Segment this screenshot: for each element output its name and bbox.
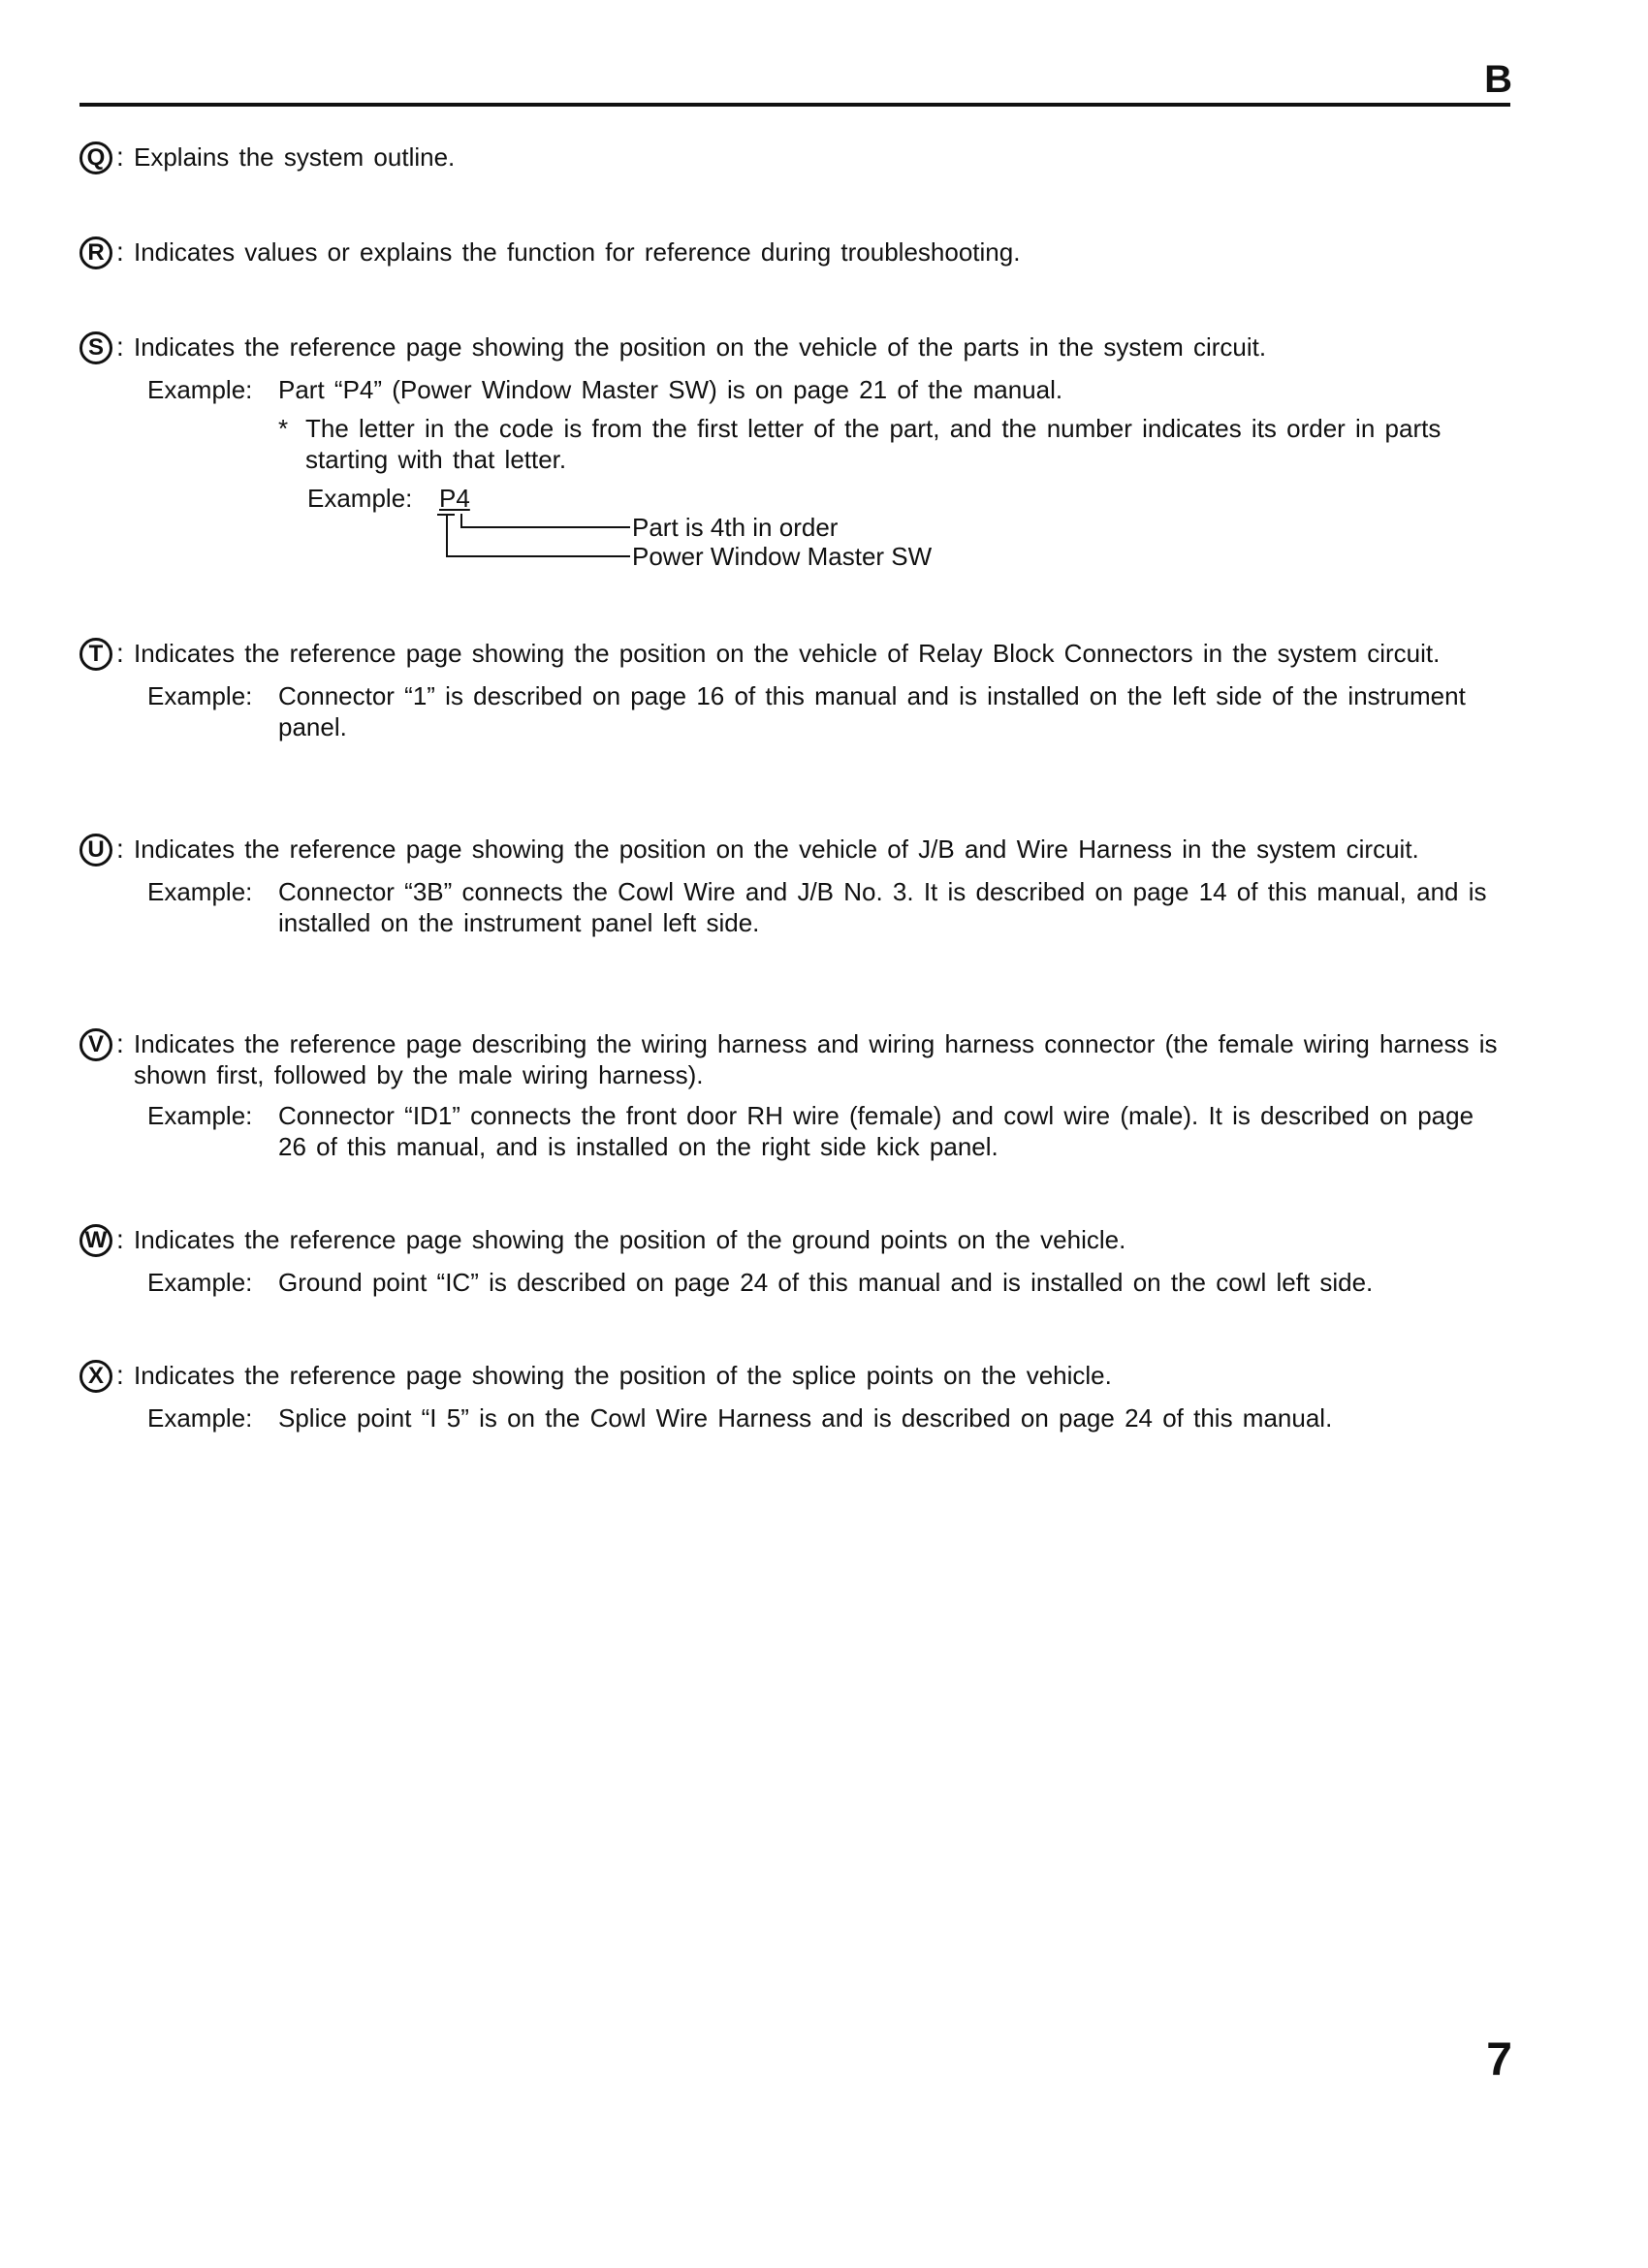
legend-item-r: R : Indicates values or explains the function for reference during troubleshooting. (79, 236, 1510, 269)
legend-description: Indicates the reference page showing the position on the vehicle of J/B and Wire Harness in the system circuit. (134, 835, 1419, 864)
marker-t-icon: T (79, 638, 112, 671)
marker-v-icon: V (79, 1028, 112, 1061)
code-tick-vertical-outer (446, 514, 448, 556)
page-number: 7 (1486, 2034, 1512, 2086)
asterisk: * (278, 414, 289, 443)
example-text: Splice point “I 5” is on the Cowl Wire Harness and is described on page 24 of this manual. (278, 1403, 1333, 1433)
code-diagram (307, 483, 1510, 572)
code-explanation-order: Part is 4th in order (632, 513, 839, 542)
example-label: Example: (147, 1403, 253, 1433)
legend-item-u: U : Indicates the reference page showing the position on the vehicle of J/B and Wire Harness in the system circuit. Example: Connector “3B” connects the Cowl Wire and J/B No. 3. It is described on page 14 of this manual, and is installed on the instrument panel left side. (79, 834, 1510, 938)
code-example-label: Example: (307, 484, 413, 513)
legend-item-w: W : Indicates the reference page showing the position of the ground points on the vehicle. Example: Ground point “IC” is described on page 24 of this manual and is installed on the cowl left side. (79, 1224, 1510, 1298)
code-leader-2 (446, 555, 630, 557)
example-label: Example: (147, 1268, 253, 1297)
legend-description: Indicates the reference page showing the position on the vehicle of the parts in the system circuit. (134, 332, 1267, 362)
code-tick-vertical-inner (460, 514, 462, 527)
legend-example (147, 680, 1510, 742)
example-text: Part “P4” (Power Window Master SW) is on page 21 of the manual. (278, 375, 1063, 404)
legend-description: Explains the system outline. (134, 142, 456, 172)
legend-example (147, 1402, 1510, 1433)
example-label: Example: (147, 681, 253, 710)
marker-x-icon: X (79, 1360, 112, 1393)
legend-description: Indicates the reference page showing the position of the splice points on the vehicle. (134, 1361, 1112, 1390)
legend-item-s: S : Indicates the reference page showing the position on the vehicle of the parts in the system circuit. Example: Part “P4” (Power Window Master SW) is on page 21 of the manual. * The letter in the code is from the first letter of the part, and the number indicates its order in parts starting with that letter. Example: P4 Part is 4th in order Power Window Master SW (79, 331, 1510, 572)
marker-r-icon: R (79, 236, 112, 269)
header-rule (79, 103, 1510, 107)
legend-example (147, 374, 1510, 405)
example-text: Connector “1” is described on page 16 of this manual and is installed on the left side of the instrument panel. (278, 681, 1466, 741)
example-label: Example: (147, 1101, 253, 1130)
example-label: Example: (147, 877, 253, 906)
legend-description: Indicates values or explains the function for reference during troubleshooting. (134, 237, 1021, 267)
legend-item-q: Q : Explains the system outline. (79, 142, 1510, 174)
marker-s-icon: S (79, 331, 112, 364)
marker-w-icon: W (79, 1224, 112, 1257)
legend-item-x: X : Indicates the reference page showing the position of the splice points on the vehicle. Example: Splice point “I 5” is on the Cowl Wire Harness and is described on page 24 of this manual. (79, 1360, 1510, 1433)
legend-description: Indicates the reference page describing the wiring harness and wiring harness connector (the female wiring harness is shown first, followed by the male wiring harness). (134, 1029, 1498, 1089)
example-label: Example: (147, 375, 253, 404)
example-text: Connector “ID1” connects the front door RH wire (female) and cowl wire (male). It is described on page 26 of this manual, and is installed on the right side kick panel. (278, 1101, 1474, 1161)
legend-example (147, 1100, 1510, 1162)
section-letter: B (1484, 58, 1512, 101)
legend-example (147, 876, 1510, 938)
code-leader-1 (460, 526, 630, 528)
example-text: Ground point “IC” is described on page 24 of this manual and is installed on the cowl left side. (278, 1268, 1374, 1297)
code-explanation-part: Power Window Master SW (632, 542, 933, 571)
marker-q-icon: Q (79, 142, 112, 174)
code-value: P4 (439, 484, 470, 513)
legend-example (147, 1267, 1510, 1298)
legend-description: Indicates the reference page showing the position of the ground points on the vehicle. (134, 1225, 1126, 1254)
code-note (278, 413, 1510, 475)
example-text: Connector “3B” connects the Cowl Wire and J/B No. 3. It is described on page 14 of this manual, and is installed on the instrument panel left side. (278, 877, 1487, 937)
legend-item-v: V : Indicates the reference page describing the wiring harness and wiring harness connector (the female wiring harness is shown first, followed by the male wiring harness). Example: Connector “ID1” connects the front door RH wire (female) and cowl wire (male). It is described on page 26 of this manual, and is installed on the right side kick panel. (79, 1028, 1510, 1162)
legend-description: Indicates the reference page showing the position on the vehicle of Relay Block Connectors in the system circuit. (134, 639, 1441, 668)
marker-u-icon: U (79, 834, 112, 866)
legend-item-t: T : Indicates the reference page showing the position on the vehicle of Relay Block Connectors in the system circuit. Example: Connector “1” is described on page 16 of this manual and is installed on the left side of the instrument panel. (79, 638, 1510, 742)
note-text: The letter in the code is from the first letter of the part, and the number indicates its order in parts starting with that letter. (305, 414, 1442, 474)
